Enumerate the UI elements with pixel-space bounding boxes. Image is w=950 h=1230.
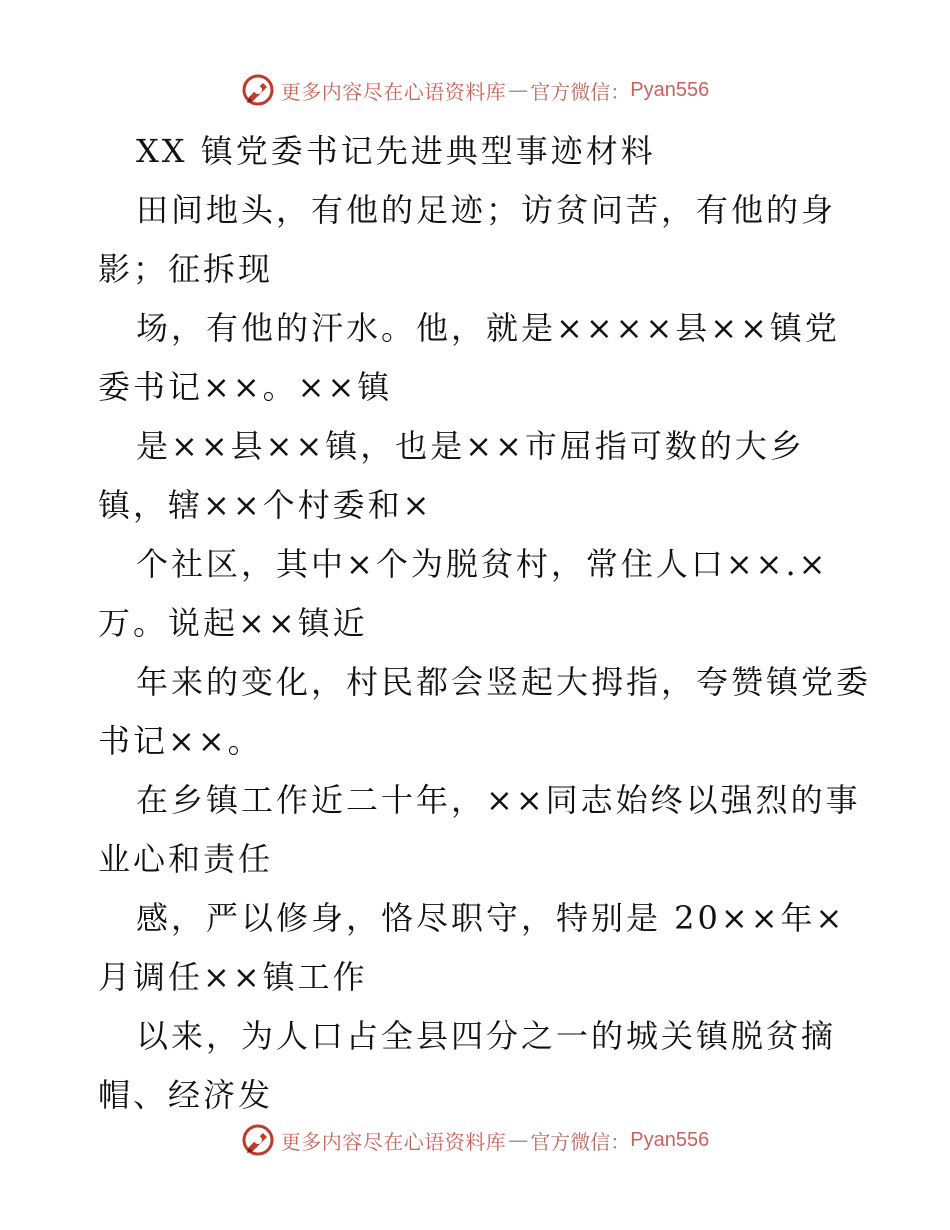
- paragraph-line: 感，严以修身，恪尽职守，特别是 20××年×: [136, 899, 846, 937]
- paragraph-line: 场，有他的汗水。他，就是××××县××镇党: [136, 309, 840, 347]
- logo-pen-icon: [241, 73, 275, 107]
- banner-sub: 官方微信：: [530, 1129, 631, 1154]
- banner-sub: 官方微信：: [530, 79, 631, 104]
- banner-separator: —: [508, 1128, 529, 1152]
- paragraph-line: 月调任××镇工作: [98, 958, 368, 996]
- paragraph-line: 帽、经济发: [98, 1076, 274, 1114]
- footer-banner: [0, 1120, 950, 1160]
- paragraph-line: 在乡镇工作近二十年，××同志始终以强烈的事: [136, 781, 861, 819]
- paragraph-line: 书记××。: [98, 722, 263, 760]
- header-banner: [0, 70, 950, 110]
- paragraph-line: 镇，辖××个村委和×: [98, 486, 433, 524]
- paragraph-line: 个社区，其中×个为脱贫村，常住人口××.×: [136, 545, 829, 583]
- banner-wechat: Pyan556: [630, 1128, 710, 1151]
- banner-separator: —: [508, 78, 529, 102]
- paragraph-line: 业心和责任: [98, 840, 274, 878]
- paragraph-line: 田间地头，有他的足迹；访贫问苦，有他的身: [136, 191, 837, 229]
- document-title: XX 镇党委书记先进典型事迹材料: [136, 132, 656, 170]
- banner-text: 更多内容尽在心语资料库: [280, 79, 507, 104]
- logo-pen-icon: [241, 1123, 275, 1157]
- paragraph-line: 委书记××。××镇: [98, 368, 393, 406]
- paragraph-line: 影；征拆现: [98, 250, 274, 288]
- paragraph-line: 以来，为人口占全县四分之一的城关镇脱贫摘: [136, 1017, 837, 1055]
- paragraph-line: 年来的变化，村民都会竖起大拇指，夸赞镇党委: [136, 663, 872, 701]
- document-body: [98, 122, 872, 1125]
- banner-text: 更多内容尽在心语资料库: [280, 1129, 507, 1154]
- banner-wechat: Pyan556: [630, 78, 710, 101]
- paragraph-line: 是××县××镇，也是××市屈指可数的大乡: [136, 427, 805, 465]
- paragraph-line: 万。说起××镇近: [98, 604, 368, 642]
